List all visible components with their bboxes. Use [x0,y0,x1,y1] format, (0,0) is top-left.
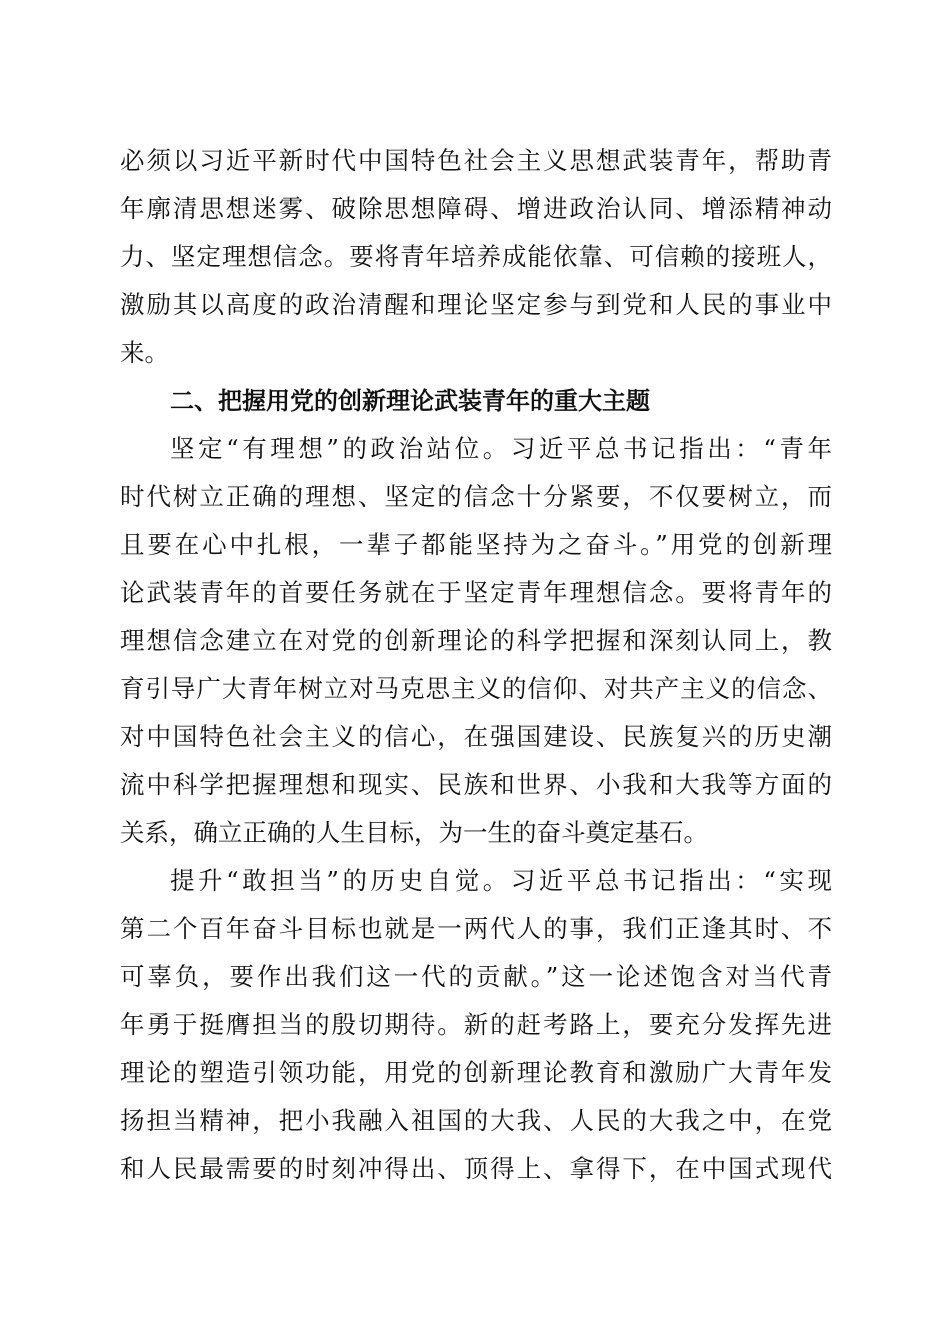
text-line: 可辜负，要作出我们这一代的贡献。”这一论述饱含对当代青 [120,962,832,991]
text-line: 年勇于挺膺担当的殷切期待。新的赶考路上，要充分发挥先进 [120,1010,832,1039]
text-line: 激励其以高度的政治清醒和理论坚定参与到党和人民的事业中 [120,290,832,319]
text-line: 扬担当精神，把小我融入祖国的大我、人民的大我之中，在党 [120,1106,832,1135]
paragraph-intro [120,137,832,377]
text-line: 力、坚定理想信念。要将青年培养成能依靠、可信赖的接班人， [120,242,832,271]
text-line: 对中国特色社会主义的信心，在强国建设、民族复兴的历史潮 [120,722,832,751]
text-line: 育引导广大青年树立对马克思主义的信仰、对共产主义的信念、 [120,674,832,703]
text-line: 和人民最需要的时刻冲得出、顶得上、拿得下，在中国式现代 [120,1154,832,1183]
text-line: 时代树立正确的理想、坚定的信念十分紧要，不仅要树立，而 [120,482,832,511]
text-line: 关系，确立正确的人生目标，为一生的奋斗奠定基石。 [120,818,708,847]
text-line: 且要在心中扎根，一辈子都能坚持为之奋斗。”用党的创新理 [120,530,832,559]
text-line: 提升“敢担当”的历史自觉。习近平总书记指出：“实现 [170,866,832,895]
text-line: 理论的塑造引领功能，用党的创新理论教育和激励广大青年发 [120,1058,832,1087]
text-line: 年廓清思想迷雾、破除思想障碍、增进政治认同、增添精神动 [120,194,832,223]
paragraph-ideals [120,425,832,857]
text-line: 坚定“有理想”的政治站位。习近平总书记指出：“青年 [170,434,832,463]
text-line: 第二个百年奋斗目标也就是一两代人的事，我们正逢其时、不 [120,914,832,943]
text-line: 流中科学把握理想和现实、民族和世界、小我和大我等方面的 [120,770,832,799]
text-line: 理想信念建立在对党的创新理论的科学把握和深刻认同上，教 [120,626,832,655]
text-line: 必须以习近平新时代中国特色社会主义思想武装青年，帮助青 [120,146,832,175]
text-line: 来。 [120,338,169,367]
document-page [120,137,832,1193]
section-heading: 二、把握用党的创新理论武装青年的重大主题 [170,387,650,415]
paragraph-responsibility [120,857,832,1193]
text-line: 论武装青年的首要任务就在于坚定青年理想信念。要将青年的 [120,578,832,607]
